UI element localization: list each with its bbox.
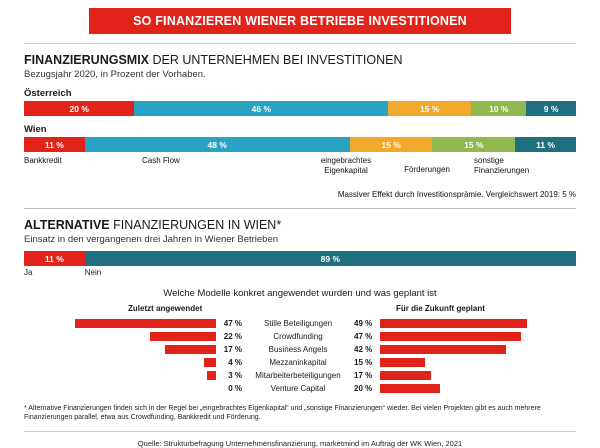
section1-title-bold: FINANZIERUNGSMIX — [24, 53, 149, 67]
bar-right-mezzaninkapital — [380, 358, 425, 367]
segment-ja: 11 % — [24, 251, 85, 266]
bar-left-business-angels — [165, 345, 216, 354]
table-row — [24, 343, 576, 356]
row-left-value: 47 % — [223, 319, 242, 328]
segment-nein: 89 % — [85, 251, 576, 266]
bar-right-crowdfunding — [380, 332, 521, 341]
bar-left-mitarbeiterbeteiligungen — [207, 371, 216, 380]
row-left-bar-cell — [24, 382, 216, 395]
table-row — [24, 369, 576, 382]
row-right-value: 49 % — [354, 319, 373, 328]
segment-foerderungen-at: 10 % — [471, 101, 526, 116]
row-left-value: 22 % — [223, 332, 242, 341]
row-label: Crowdfunding — [273, 332, 323, 341]
segment-foerderungen-wien: 15 % — [432, 137, 515, 152]
divider-top — [24, 43, 576, 44]
legend-foerderungen: Förderungen — [404, 165, 450, 174]
row-right-bar-cell — [380, 356, 576, 369]
bar-left-crowdfunding — [150, 332, 216, 341]
legend-eigenkapital: eingebrachtes Eigenkapital — [320, 156, 372, 175]
section2-title-bold: ALTERNATIVE — [24, 218, 110, 232]
legend-bankkredit: Bankkredit — [24, 156, 62, 165]
table-row — [24, 317, 576, 330]
row-left-bar-cell — [24, 317, 216, 330]
divider-middle — [24, 208, 576, 209]
segment-sonstige-at: 9 % — [526, 101, 576, 116]
column-header-right: Für die Zukunft geplant — [396, 304, 485, 313]
section2-title — [24, 218, 576, 232]
section1-note: Massiver Effekt durch Investitionsprämie. Vergleichswert 2019: 5 % — [337, 190, 576, 199]
models-title: Welche Modelle konkret angewendet wurden und was geplant ist — [163, 288, 437, 299]
column-header-left: Zuletzt angewendet — [128, 304, 203, 313]
row-right-value: 20 % — [354, 384, 373, 393]
row-right-bar-cell — [380, 343, 576, 356]
row-left-value: 3 % — [228, 371, 242, 380]
row-left-bar-cell — [24, 369, 216, 382]
page-title: SO FINANZIEREN WIENER BETRIEBE INVESTITIONEN — [89, 8, 511, 34]
divider-bottom — [24, 431, 576, 432]
stacked-bar-ja-nein — [24, 251, 576, 266]
source-line: Quelle: Strukturbefragung Unternehmensfinanzierung, marketmind im Auftrag der WK Wien, 2021 — [137, 439, 463, 448]
segment-eigenkapital-wien: 15 % — [350, 137, 433, 152]
stacked-bar-wien — [24, 137, 576, 152]
infographic-page — [0, 8, 600, 448]
row-left-value: 17 % — [223, 345, 242, 354]
group-label-wien: Wien — [24, 124, 47, 135]
row-left-value: 4 % — [228, 358, 242, 367]
row-right-bar-cell — [380, 382, 576, 395]
table-row — [24, 330, 576, 343]
group-label-austria: Österreich — [24, 88, 72, 99]
section2-subtitle: Einsatz in den vergangenen drei Jahren in Wiener Betrieben — [24, 234, 279, 245]
segment-eigenkapital-at: 15 % — [388, 101, 471, 116]
row-right-bar-cell — [380, 369, 576, 382]
row-label: Mitarbeiterbeteiligungen — [255, 371, 341, 380]
stacked-bar-austria — [24, 101, 576, 116]
row-right-bar-cell — [380, 330, 576, 343]
table-row — [24, 356, 576, 369]
row-label: Stille Beteiligungen — [263, 319, 333, 328]
label-ja: Ja — [24, 268, 33, 277]
segment-bankkredit-at: 20 % — [24, 101, 134, 116]
row-right-value: 47 % — [354, 332, 373, 341]
section1-title-light: DER UNTERNEHMEN BEI INVESTITIONEN — [149, 53, 403, 67]
row-label: Business Angels — [268, 345, 328, 354]
bar-right-stille-beteiligungen — [380, 319, 527, 328]
ja-nein-labels — [24, 268, 576, 279]
segment-sonstige-wien: 11 % — [515, 137, 576, 152]
row-right-value: 17 % — [354, 371, 373, 380]
row-right-value: 42 % — [354, 345, 373, 354]
section1-title — [24, 53, 576, 67]
section2-title-light: FINANZIERUNGEN IN WIEN* — [109, 218, 282, 232]
segment-cashflow-wien: 48 % — [85, 137, 350, 152]
bar-left-stille-beteiligungen — [75, 319, 216, 328]
row-right-bar-cell — [380, 317, 576, 330]
legend-sonstige: sonstige Finanzierungen — [474, 156, 530, 175]
row-right-value: 15 % — [354, 358, 373, 367]
bar-right-mitarbeiterbeteiligungen — [380, 371, 431, 380]
table-row — [24, 382, 576, 395]
row-left-bar-cell — [24, 330, 216, 343]
models-table — [24, 317, 576, 395]
section1-legend — [24, 156, 576, 182]
bar-right-business-angels — [380, 345, 506, 354]
row-label: Venture Capital — [270, 384, 326, 393]
row-left-bar-cell — [24, 343, 216, 356]
footnote: * Alternative Finanzierungen finden sich in der Regel bei „eingebrachtes Eigenkapital“ und „sonstige Finanzierungen“ wieder. Bei vielen Projekten gibt es auch mehrere Finanzierungen parallel, etwa aus Crowdfunding, Bankkredit und Förderung. — [24, 405, 541, 421]
segment-bankkredit-wien: 11 % — [24, 137, 85, 152]
segment-cashflow-at: 46 % — [134, 101, 388, 116]
models-column-headers — [24, 304, 576, 315]
row-left-bar-cell — [24, 356, 216, 369]
label-nein: Nein — [84, 268, 102, 277]
section1-subtitle: Bezugsjahr 2020, in Prozent der Vorhaben. — [24, 69, 206, 80]
row-label: Mezzaninkapital — [269, 358, 327, 367]
legend-cashflow: Cash Flow — [142, 156, 180, 165]
row-left-value: 0 % — [228, 384, 242, 393]
bar-left-mezzaninkapital — [204, 358, 216, 367]
bar-right-venture-capital — [380, 384, 440, 393]
